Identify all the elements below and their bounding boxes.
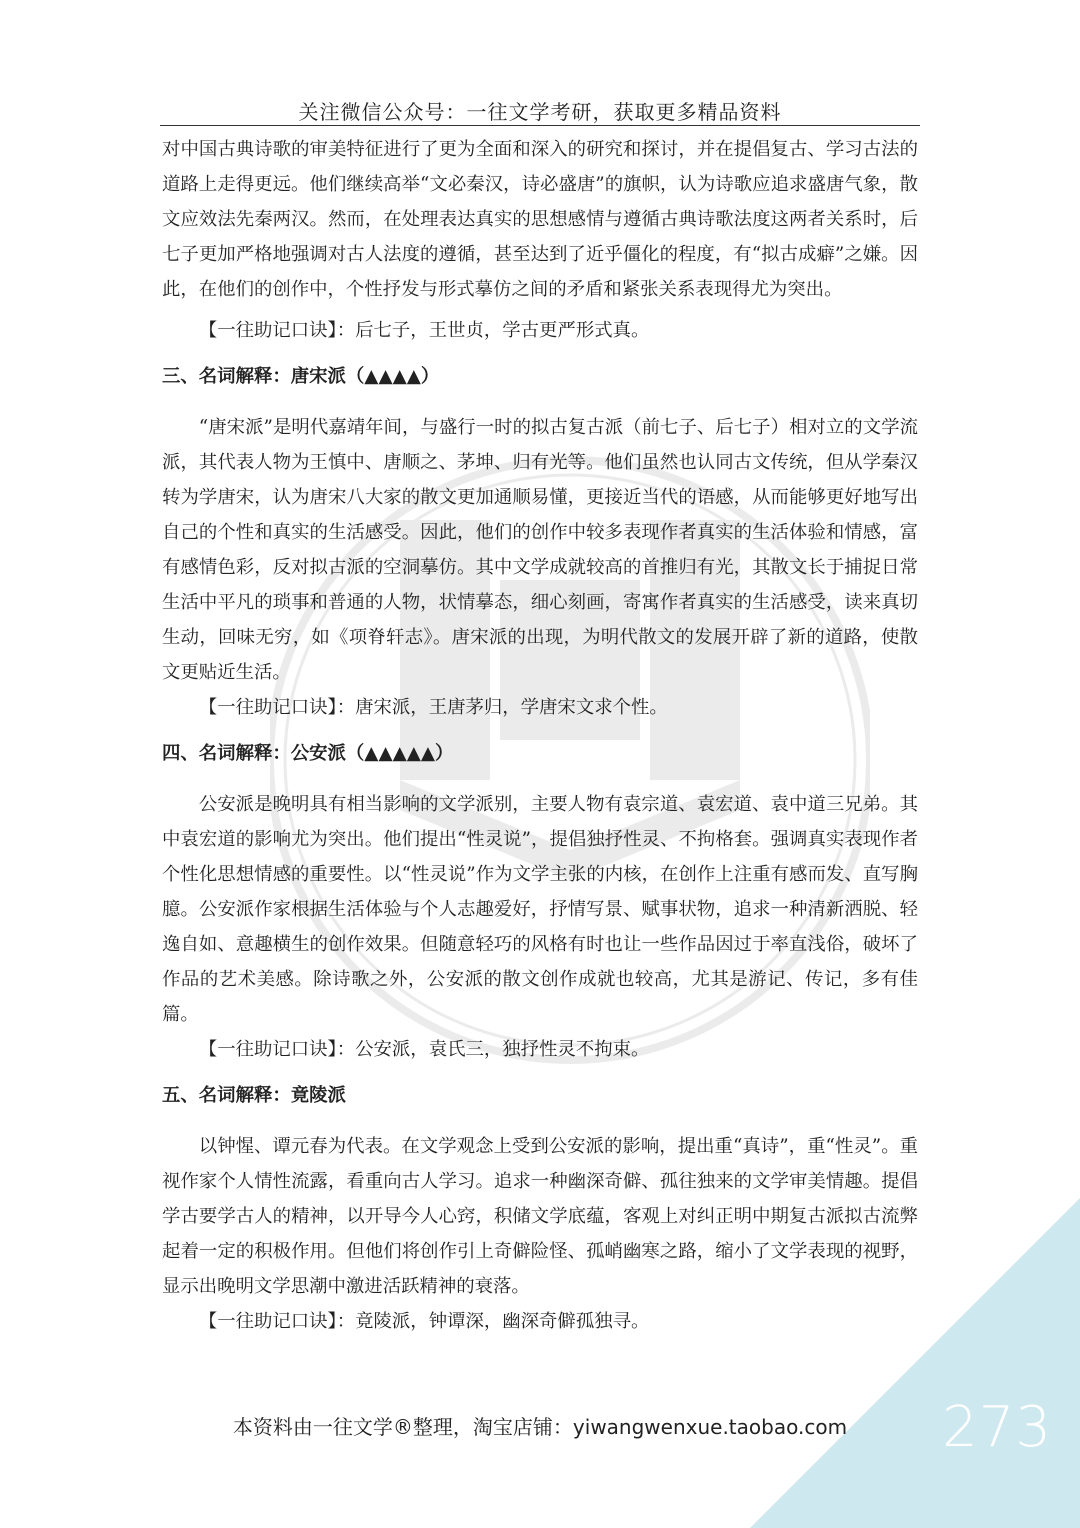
intro-mnemonic (162, 313, 918, 348)
mnemonic-text: 后七子，王世贞，学古更严形式真。 (355, 320, 650, 341)
section-jingling (162, 1078, 918, 1339)
section-mnemonic (162, 1304, 918, 1339)
section-heading: 四、名词解释：公安派（▲▲▲▲▲） (162, 743, 454, 764)
mnemonic-label: 【一往助记口诀】： (198, 1039, 356, 1060)
section-mnemonic (162, 1032, 918, 1067)
page-number: 273 (942, 1395, 1052, 1460)
intro-paragraph: 对中国古典诗歌的审美特征进行了更为全面和深入的研究和探讨，并在提倡复古、学习古法的道路上走得更远。他们继续高举“文必秦汉，诗必盛唐”的旗帜，认为诗歌应追求盛唐气象，散文应效法先秦两汉。然而，在处理表达真实的思想感情与遵循古典诗歌法度这两者关系时，后七子更加严格地强调对古人法度的遵循，甚至达到了近乎僵化的程度，有“拟古成癖”之嫌。因此，在他们的创作中，个性抒发与形式摹仿之间的矛盾和紧张关系表现得尤为突出。 (162, 139, 918, 300)
mnemonic-label: 【一往助记口诀】： (198, 1311, 356, 1332)
mnemonic-label: 【一往助记口诀】： (198, 697, 356, 718)
document-body (162, 132, 918, 1339)
section-body: 以钟惺、谭元春为代表。在文学观念上受到公安派的影响，提出重“真诗”，重“性灵”。重视作家个人情性流露，看重向古人学习。追求一种幽深奇僻、孤往独来的文学审美情趣。提倡学古要学古人的精神，以开导今人心窍，积储文学底蕴，客观上对纠正明中期复古派拟古流弊起着一定的积极作用。但他们将创作引上奇僻险怪、孤峭幽寒之路，缩小了文学表现的视野，显示出晚明文学思潮中激进活跃精神的衰落。 (162, 1136, 918, 1297)
section-tangsong (162, 359, 918, 725)
header-divider (160, 125, 920, 126)
section-body: “唐宋派”是明代嘉靖年间，与盛行一时的拟古复古派（前七子、后七子）相对立的文学流派，其代表人物为王慎中、唐顺之、茅坤、归有光等。他们虽然也认同古文传统，但从学秦汉转为学唐宋，认为唐宋八大家的散文更加通顺易懂，更接近当代的语感，从而能够更好地写出自己的个性和真实的生活感受。因此，他们的创作中较多表现作者真实的生活体验和情感，富有感情色彩，反对拟古派的空洞摹仿。其中文学成就较高的首推归有光，其散文长于捕捉日常生活中平凡的琐事和普通的人物，状情摹态，细心刻画，寄寓作者真实的生活感受，读来真切生动，回味无穷，如《项脊轩志》。唐宋派的出现，为明代散文的发展开辟了新的道路，使散文更贴近生活。 (162, 417, 918, 683)
section-heading: 三、名词解释：唐宋派（▲▲▲▲） (162, 366, 440, 387)
mnemonic-text: 竟陵派，钟谭深，幽深奇僻孤独寻。 (355, 1311, 650, 1332)
section-gongan (162, 736, 918, 1067)
section-mnemonic (162, 690, 918, 725)
mnemonic-text: 唐宋派，王唐茅归，学唐宋文求个性。 (355, 697, 668, 718)
section-body: 公安派是晚明具有相当影响的文学派别，主要人物有袁宗道、袁宏道、袁中道三兄弟。其中袁宏道的影响尤为突出。他们提出“性灵说”，提倡独抒性灵、不拘格套。强调真实表现作者个性化思想情感的重要性。以“性灵说”作为文学主张的内核，在创作上注重有感而发、直写胸臆。公安派作家根据生活体验与个人志趣爱好，抒情写景、赋事状物，追求一种清新洒脱、轻逸自如、意趣横生的创作效果。但随意轻巧的风格有时也让一些作品因过于率直浅俗，破坏了作品的艺术美感。除诗歌之外，公安派的散文创作成就也较高，尤其是游记、传记，多有佳篇。 (162, 794, 918, 1025)
mnemonic-text: 公安派，袁氏三，独抒性灵不拘束。 (355, 1039, 650, 1060)
section-heading: 五、名词解释：竟陵派 (162, 1085, 346, 1106)
page-footer: 本资料由一往文学®整理，淘宝店铺：yiwangwenxue.taobao.com (232, 1415, 848, 1439)
page-header: 关注微信公众号：一往文学考研，获取更多精品资料 (298, 100, 782, 124)
mnemonic-label: 【一往助记口诀】： (198, 320, 356, 341)
